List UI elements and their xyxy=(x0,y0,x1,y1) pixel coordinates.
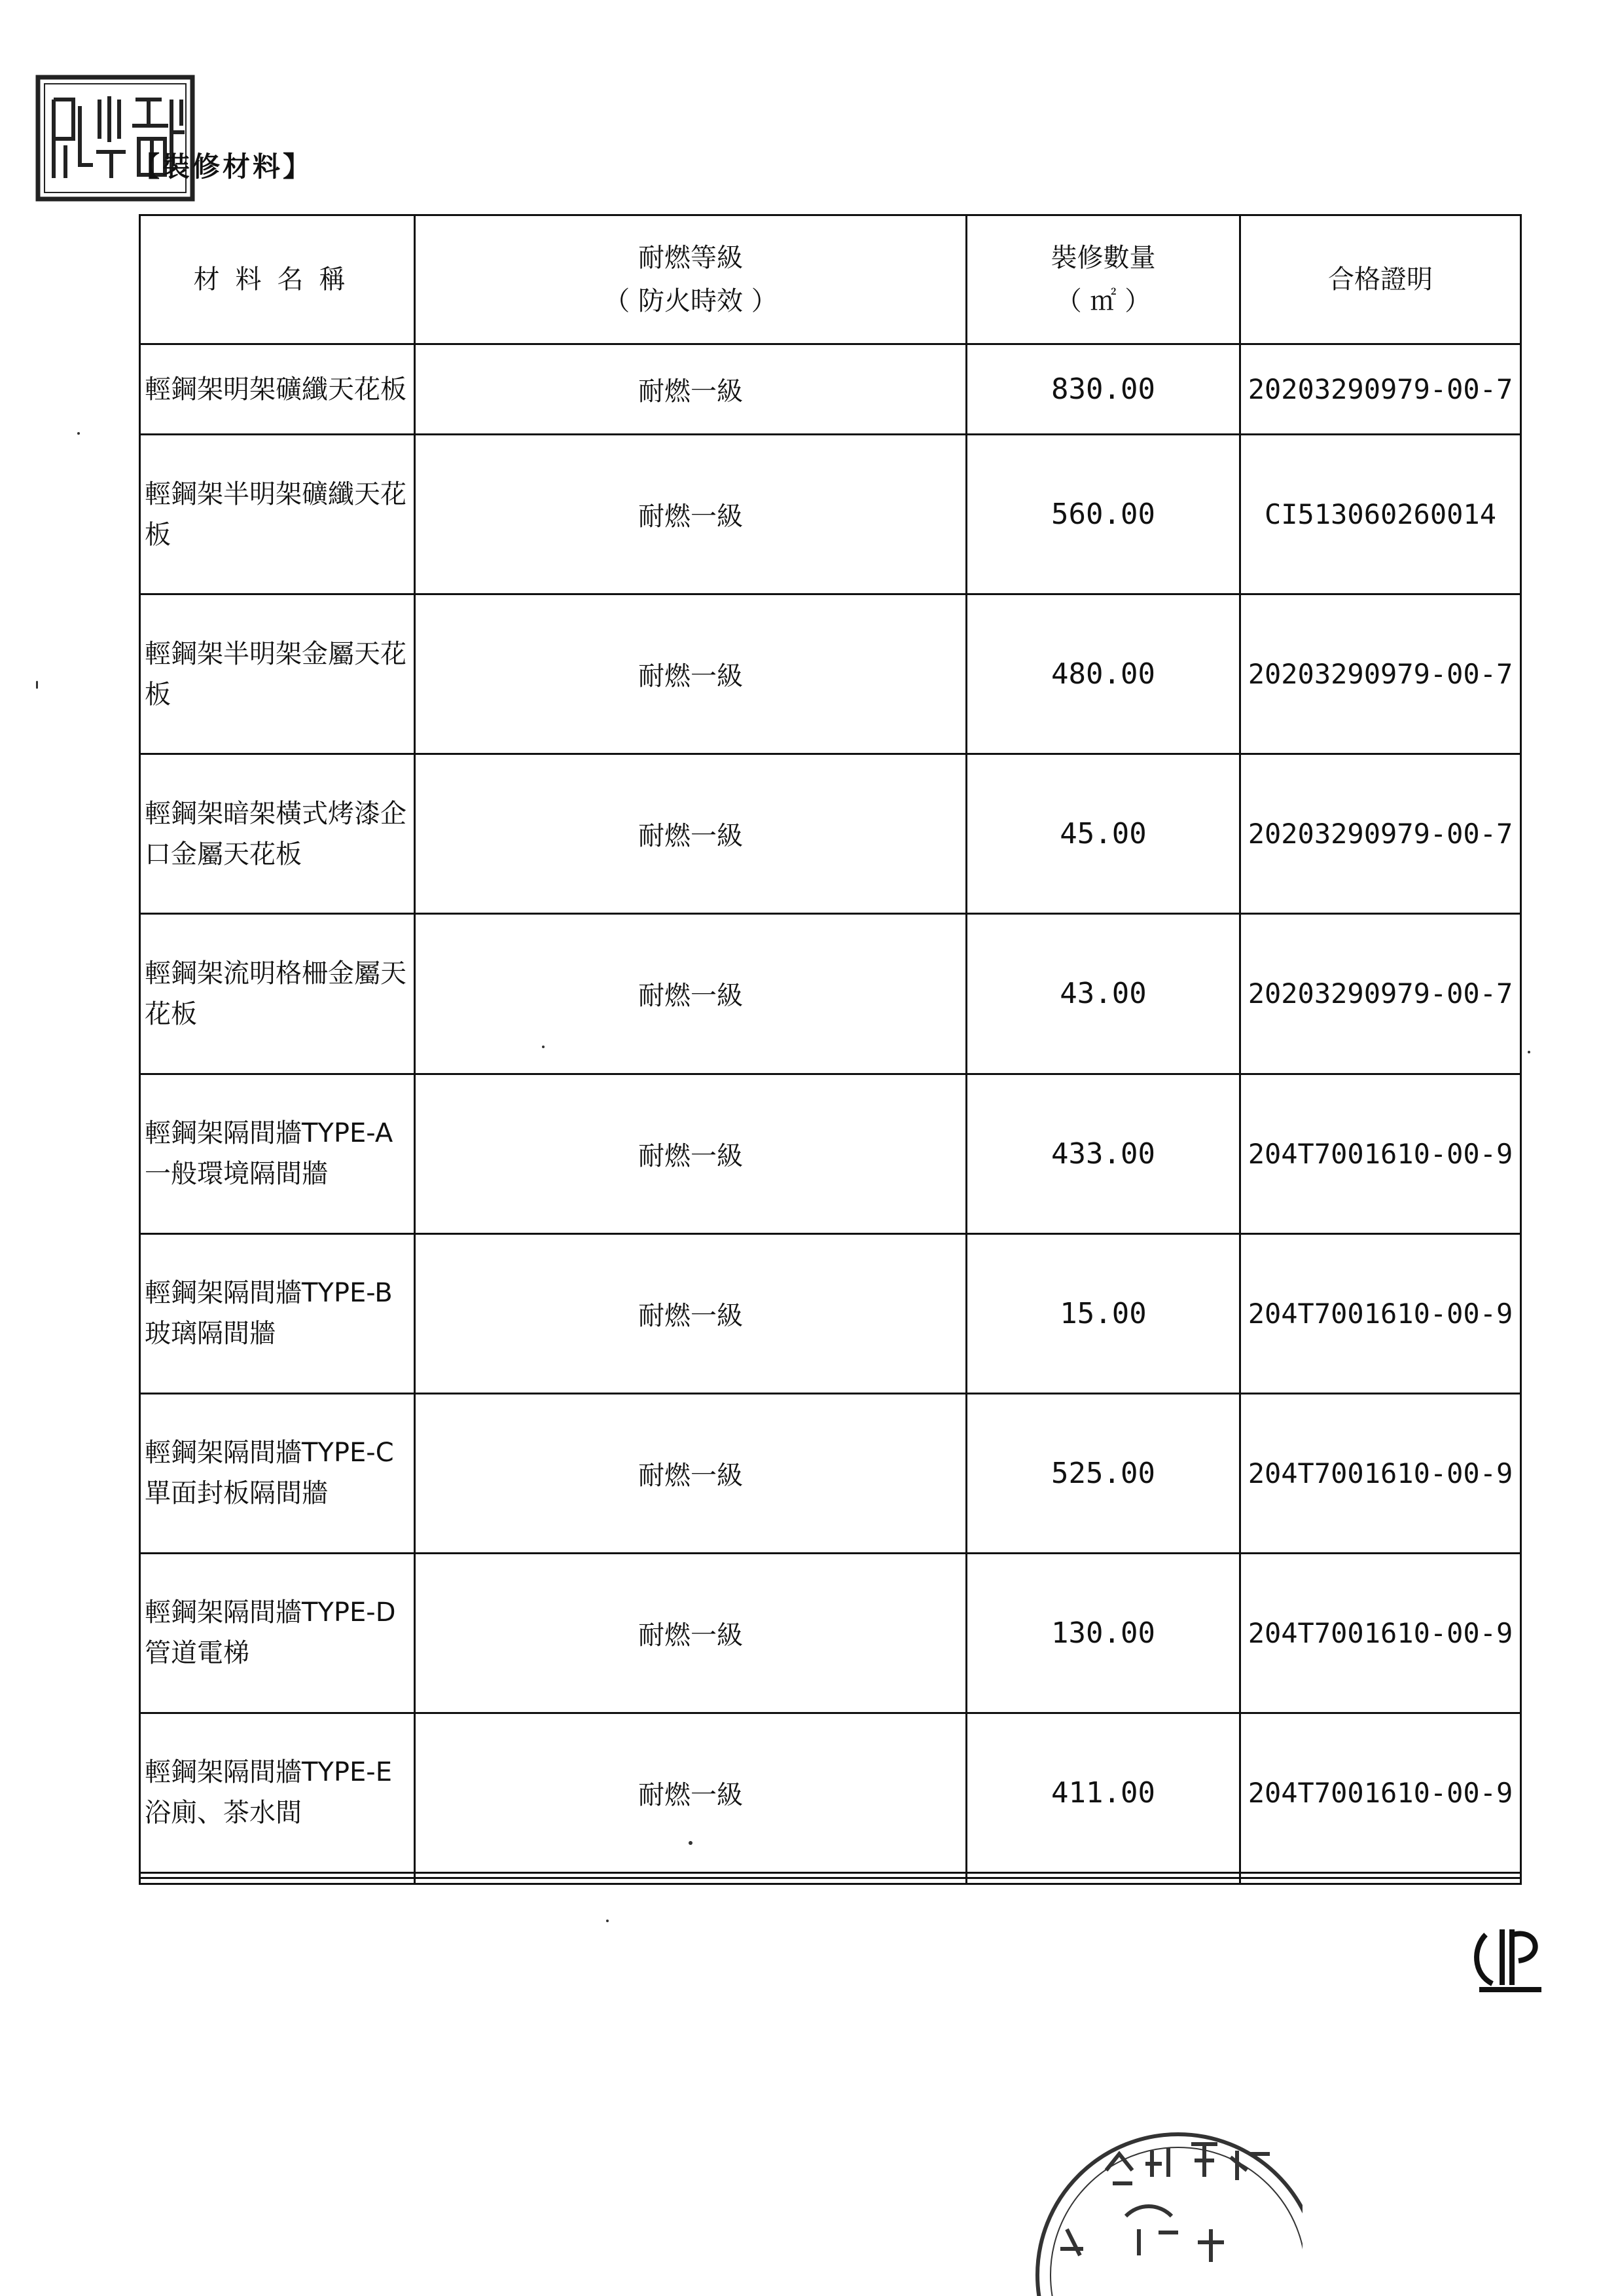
empty-cell xyxy=(1240,1872,1521,1878)
quantity: 43.00 xyxy=(967,914,1240,1074)
certificate: 20203290979-00-7 xyxy=(1240,344,1521,435)
certificate: 204T7001610-00-9 xyxy=(1240,1713,1521,1872)
empty-row xyxy=(140,1878,1521,1884)
fire-grade: 耐燃一級 xyxy=(415,1393,967,1553)
header-grade-line2: （ 防火時效 ） xyxy=(603,286,778,316)
materials-table xyxy=(139,214,1522,1885)
scan-speck xyxy=(36,681,38,689)
material-name: 輕鋼架隔間牆TYPE-D 管道電梯 xyxy=(140,1553,415,1713)
quantity: 45.00 xyxy=(967,754,1240,914)
certificate: 204T7001610-00-9 xyxy=(1240,1393,1521,1553)
company-logo xyxy=(1473,1922,1548,1997)
certificate: 20203290979-00-7 xyxy=(1240,594,1521,754)
material-name: 輕鋼架隔間牆TYPE-C 單面封板隔間牆 xyxy=(140,1393,415,1553)
fire-grade: 耐燃一級 xyxy=(415,594,967,754)
scan-speck xyxy=(542,1046,545,1048)
material-name: 輕鋼架隔間牆TYPE-E 浴廁、茶水間 xyxy=(140,1713,415,1872)
material-name: 輕鋼架隔間牆TYPE-B 玻璃隔間牆 xyxy=(140,1233,415,1393)
certificate: 204T7001610-00-9 xyxy=(1240,1553,1521,1713)
table-row xyxy=(140,1553,1521,1713)
fire-grade: 耐燃一級 xyxy=(415,1233,967,1393)
material-name: 輕鋼架暗架橫式烤漆企口金屬天花板 xyxy=(140,754,415,914)
empty-cell xyxy=(415,1872,967,1878)
quantity: 15.00 xyxy=(967,1233,1240,1393)
empty-row xyxy=(140,1872,1521,1878)
header-grade-line1: 耐燃等級 xyxy=(638,243,743,273)
header-grade xyxy=(415,215,967,344)
header-qty xyxy=(967,215,1240,344)
scan-speck xyxy=(77,432,80,435)
section-heading: 【裝修材料】 xyxy=(132,151,314,183)
quantity: 560.00 xyxy=(967,435,1240,594)
table-row xyxy=(140,594,1521,754)
fire-grade: 耐燃一級 xyxy=(415,344,967,435)
quantity: 411.00 xyxy=(967,1713,1240,1872)
certificate: 20203290979-00-7 xyxy=(1240,914,1521,1074)
quantity: 525.00 xyxy=(967,1393,1240,1553)
quantity: 130.00 xyxy=(967,1553,1240,1713)
empty-cell xyxy=(967,1878,1240,1884)
table-header-row xyxy=(140,215,1521,344)
empty-cell xyxy=(140,1878,415,1884)
header-qty-line2: （ ㎡ ） xyxy=(1055,286,1151,316)
empty-cell xyxy=(967,1872,1240,1878)
certificate: 204T7001610-00-9 xyxy=(1240,1074,1521,1233)
scan-speck xyxy=(689,1841,692,1845)
scan-speck xyxy=(1528,1051,1530,1053)
official-seal-stamp xyxy=(1028,2092,1303,2296)
fire-grade: 耐燃一級 xyxy=(415,754,967,914)
certificate: 204T7001610-00-9 xyxy=(1240,1233,1521,1393)
header-name: 材料名稱 xyxy=(140,215,415,344)
empty-cell xyxy=(1240,1878,1521,1884)
fire-grade: 耐燃一級 xyxy=(415,1713,967,1872)
material-name: 輕鋼架半明架礦纖天花板 xyxy=(140,435,415,594)
material-name: 輕鋼架明架礦纖天花板 xyxy=(140,344,415,435)
table-row xyxy=(140,754,1521,914)
fire-grade: 耐燃一級 xyxy=(415,435,967,594)
table-row xyxy=(140,1393,1521,1553)
certificate: CI513060260014 xyxy=(1240,435,1521,594)
fire-grade: 耐燃一級 xyxy=(415,1553,967,1713)
quantity: 433.00 xyxy=(967,1074,1240,1233)
quantity: 830.00 xyxy=(967,344,1240,435)
fire-grade: 耐燃一級 xyxy=(415,1074,967,1233)
seal-stamp-top-left xyxy=(34,73,196,204)
header-cert: 合格證明 xyxy=(1240,215,1521,344)
fire-grade: 耐燃一級 xyxy=(415,914,967,1074)
table-row xyxy=(140,1713,1521,1872)
table-row xyxy=(140,914,1521,1074)
material-name: 輕鋼架隔間牆TYPE-A 一般環境隔間牆 xyxy=(140,1074,415,1233)
table-row xyxy=(140,344,1521,435)
material-name: 輕鋼架流明格柵金屬天花板 xyxy=(140,914,415,1074)
table-row xyxy=(140,435,1521,594)
header-qty-line1: 裝修數量 xyxy=(1051,243,1156,273)
certificate: 20203290979-00-7 xyxy=(1240,754,1521,914)
quantity: 480.00 xyxy=(967,594,1240,754)
empty-cell xyxy=(415,1878,967,1884)
scan-speck xyxy=(606,1920,609,1922)
material-name: 輕鋼架半明架金屬天花板 xyxy=(140,594,415,754)
empty-cell xyxy=(140,1872,415,1878)
table-row xyxy=(140,1233,1521,1393)
table-row xyxy=(140,1074,1521,1233)
